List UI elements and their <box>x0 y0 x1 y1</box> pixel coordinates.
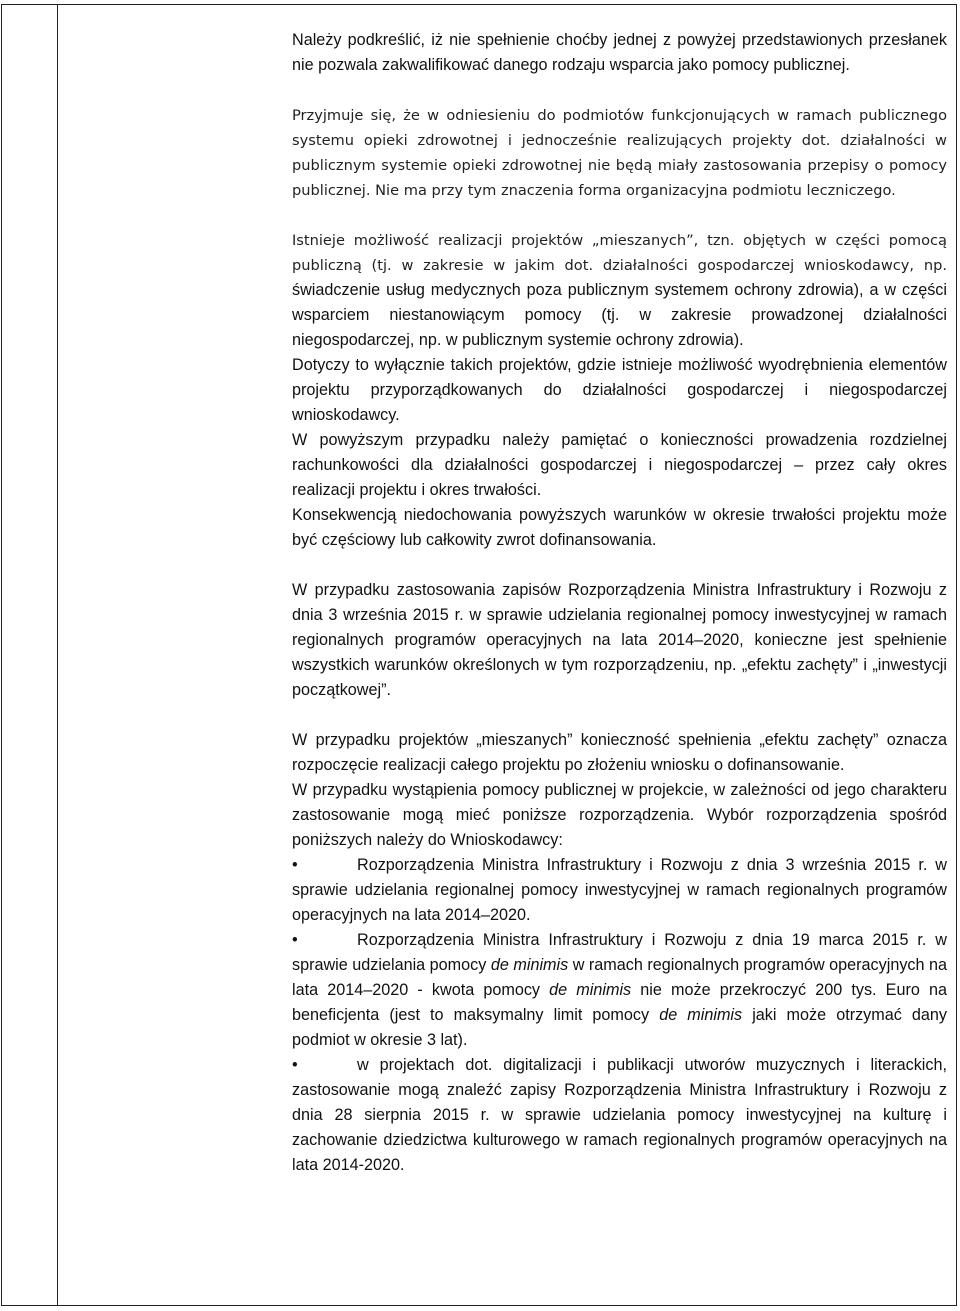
table-column-divider <box>57 5 58 1305</box>
paragraph-healthcare-system-text: Przyjmuje się, że w odniesieniu do podmiotów funkcjonujących w ramach publicznego systemu opieki zdrowotnej i jednocześnie realizujących projekty dot. działalności w publicznym systemie opieki zdrowotnej nie będą miały zastosowania przepisy o pomocy publicznej. <box>292 107 947 199</box>
list-item-text: Rozporządzenia Ministra Infrastruktury i Rozwoju z dnia 19 marca 2015 r. w sprawie udzielania pomocy <box>292 931 947 974</box>
list-item-text: w projektach dot. digitalizacji i publikacji utworów muzycznych i literackich, zastosowanie mogą znaleźć zapisy Rozporządzenia Ministra Infrastruktury i Rozwoju z dnia 28 sierpnia 2015 r. w sprawie udzielania pomocy inwestycyjnej na kulturę i zachowanie dziedzictwa kulturowego w ramach regionalnych programów operacyjnych na lata 2014-2020. <box>292 1056 947 1174</box>
paragraph-organizational-form: Nie ma przy tym znaczenia forma organizacyjna podmiotu leczniczego. <box>370 182 896 199</box>
list-item-emphasis: de minimis <box>659 1006 743 1024</box>
list-item-text: w ramach regionalnych programów operacyjnych na lata 2014–2020 - kwota pomocy <box>292 956 948 999</box>
list-item <box>292 853 947 928</box>
paragraph-mixed-projects-text: Istnieje możliwość realizacji projektów „mieszanych”, tzn. objętych w części pomocą publiczną (tj. w zakresie w jakim dot. działalności gospodarczej wnioskodawcy, np. <box>292 232 947 274</box>
paragraph-consequences: Konsekwencją niedochowania powyższych warunków w okresie trwałości projektu może być częściowy lub całkowity zwrot dofinansowania. <box>292 506 947 549</box>
paragraph-regulation-conditions: W przypadku zastosowania zapisów Rozporządzenia Ministra Infrastruktury i Rozwoju z dnia 3 września 2015 r. w sprawie udzielania regionalnej pomocy inwestycyjnej w ramach regionalnych programów operacyjnych na lata 2014–2020, konieczne jest spełnienie wszystkich warunków określonych w tym rozporządzeniu, np. „efektu zachęty” i „inwestycji początkowej”. <box>292 581 947 699</box>
list-item <box>292 928 947 1053</box>
list-item-text: Rozporządzenia Ministra Infrastruktury i Rozwoju z dnia 3 września 2015 r. w sprawie udzielania regionalnej pomocy inwestycyjnej w ramach regionalnych programów operacyjnych na lata 2014–2020. <box>292 856 947 924</box>
list-item-text: nie może przekroczyć 200 tys. Euro na beneficjenta (jest to maksymalny limit pomocy <box>292 981 948 1024</box>
list-item-text: jaki może otrzymać dany podmiot w okresie 3 lat). <box>292 1006 948 1049</box>
list-item-emphasis: de minimis <box>490 956 569 974</box>
paragraph-applicable-regulations: W przypadku wystąpienia pomocy publicznej w projekcie, w zależności od jego charakteru zastosowanie mogą mieć poniższe rozporządzenia. Wybór rozporządzenia spośród poniższych należy do Wnioskodawcy: <box>292 781 947 849</box>
paragraph-separation: Dotyczy to wyłącznie takich projektów, gdzie istnieje możliwość wyodrębnienia elementów projektu przyporządkowanych do działalności gospodarczej i niegospodarczej wnioskodawcy. <box>292 356 947 424</box>
list-item-emphasis: de minimis <box>549 981 632 999</box>
paragraph-incentive-effect: W przypadku projektów „mieszanych” konieczność spełnienia „efektu zachęty” oznacza rozpoczęcie realizacji całego projektu po złożeniu wniosku o dofinansowanie. <box>292 731 947 774</box>
paragraph-accounting: W powyższym przypadku należy pamiętać o konieczności prowadzenia rozdzielnej rachunkowości dla działalności gospodarczej i niegospodarczej – przez cały okres realizacji projektu i okres trwałości. <box>292 431 947 499</box>
bullet-icon: • <box>292 1056 298 1074</box>
paragraph-healthcare-system <box>292 103 947 203</box>
paragraph-mixed-projects <box>292 228 947 353</box>
paragraph-qualification-note: Należy podkreślić, iż nie spełnienie choćby jednej z powyżej przedstawionych przesłanek nie pozwala zakwalifikować danego rodzaju wsparcia jako pomocy publicznej. <box>292 31 947 74</box>
paragraph-mixed-projects-cont: świadczenie usług medycznych poza publicznym systemem ochrony zdrowia), a w części wsparciem niestanowiącym pomocy (tj. w zakresie prowadzonej działalności niegospodarczej, np. w publicznym systemie ochrony zdrowia). <box>292 281 947 349</box>
document-content <box>292 28 947 1178</box>
list-item <box>292 1053 947 1178</box>
bullet-icon: • <box>292 856 298 874</box>
bullet-icon: • <box>292 931 298 949</box>
